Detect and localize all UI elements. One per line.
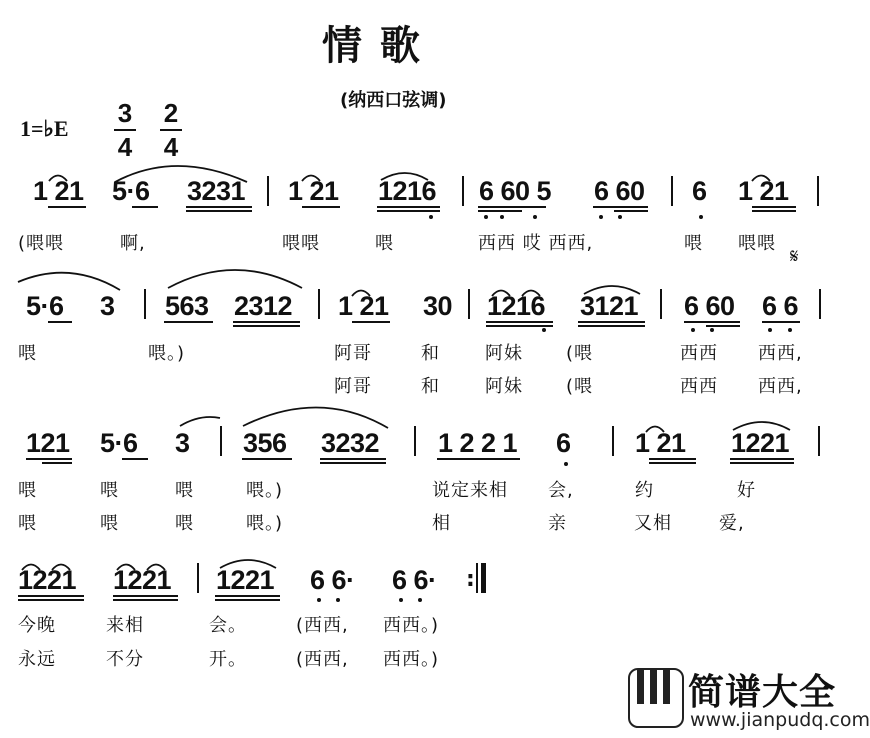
note-group: 1 21	[635, 428, 686, 458]
lyric: 西西	[680, 343, 718, 364]
note-group: 1221	[113, 565, 172, 595]
repeat-dots: :	[466, 567, 475, 592]
note-group: 1 2 2 1	[438, 428, 518, 458]
lyric: 亲	[548, 513, 567, 534]
note-group: 6 60	[684, 291, 735, 321]
lyric: 爱,	[719, 513, 745, 534]
note-group: 356	[243, 428, 287, 458]
lyric: 会,	[548, 480, 574, 501]
lyric: 西西。)	[383, 615, 440, 636]
lyric: 开。	[209, 649, 247, 670]
note-group: 5·6	[112, 176, 150, 206]
lyric: 喂	[375, 233, 394, 254]
slur	[168, 270, 302, 288]
low-octave-dot	[699, 215, 703, 219]
lyric: 又相	[634, 513, 672, 534]
note-group: 6	[556, 428, 571, 458]
watermark-url: www.jianpudq.com	[690, 709, 870, 731]
lyric: 西西,	[758, 343, 803, 364]
note-group: 121	[26, 428, 70, 458]
meter-1-top: 3	[117, 98, 133, 128]
lyric: 喂	[18, 480, 37, 501]
note-group: 1216	[378, 176, 437, 206]
lyric: 不分	[106, 649, 144, 670]
lyric: (西西,	[296, 615, 349, 636]
low-octave-dot	[618, 215, 622, 219]
lyric: 西西。)	[383, 649, 440, 670]
slur	[147, 565, 165, 571]
note-group: 3121	[580, 291, 639, 321]
low-octave-dot	[399, 598, 403, 602]
lyric: 来相	[106, 615, 144, 636]
low-octave-dot	[710, 328, 714, 332]
slur	[492, 291, 510, 297]
lyric: 说定来相	[432, 480, 508, 501]
lyric: 喂。)	[246, 513, 284, 534]
slur	[18, 273, 120, 290]
watermark-brand: 简谱大全	[688, 672, 837, 713]
note-group: 2312	[234, 291, 293, 321]
note-group: 6 60 5	[479, 176, 552, 206]
note-group: 1 21	[738, 176, 789, 206]
lyric: 阿妹	[485, 343, 523, 364]
note-group: 1221	[216, 565, 275, 595]
low-octave-dot	[336, 598, 340, 602]
low-octave-dot	[429, 215, 433, 219]
note-group: 3	[100, 291, 115, 321]
note-group: 6 6	[762, 291, 799, 321]
note-group: 1216	[487, 291, 546, 321]
note-group: 3232	[321, 428, 380, 458]
slur	[733, 422, 790, 430]
slur	[381, 173, 428, 180]
lyric: 喂	[18, 343, 37, 364]
note-group: 3	[175, 428, 190, 458]
meter-2-bottom: 4	[163, 132, 179, 162]
lyric: 喂。)	[246, 480, 284, 501]
slur	[302, 176, 320, 182]
lyric: (西西,	[296, 649, 349, 670]
note-group: 5·6	[100, 428, 138, 458]
lyric: 阿哥	[334, 343, 372, 364]
note-group: 1 21	[33, 176, 84, 206]
lyric: 喂	[100, 513, 119, 534]
lyric: 啊,	[120, 233, 146, 254]
meter-1-bottom: 4	[117, 132, 133, 162]
lyric: 会。	[209, 615, 247, 636]
lyric: 今晚	[18, 615, 56, 636]
lyric: 约	[635, 480, 654, 501]
low-octave-dot	[533, 215, 537, 219]
lyric: 喂喂	[738, 233, 776, 254]
low-octave-dot	[768, 328, 772, 332]
low-octave-dot	[317, 598, 321, 602]
slur	[584, 286, 640, 294]
slur	[243, 407, 388, 428]
low-octave-dot	[500, 215, 504, 219]
note-group: 563	[165, 291, 209, 321]
slur	[752, 176, 770, 182]
slur	[117, 565, 135, 571]
lyric: 喂	[18, 513, 37, 534]
low-octave-dot	[418, 598, 422, 602]
lyric: 和	[421, 376, 440, 397]
note-group: 1221	[731, 428, 790, 458]
slur	[522, 291, 540, 297]
meter-2-top: 2	[163, 98, 179, 128]
note-group: 1221	[18, 565, 77, 595]
lyric: 永远	[18, 649, 56, 670]
low-octave-dot	[484, 215, 488, 219]
lyric: 西西 哎 西西,	[478, 233, 594, 254]
lyric: 喂	[684, 233, 703, 254]
slur	[646, 427, 664, 433]
page-title: 情 歌	[322, 23, 422, 69]
note-group: 1 21	[288, 176, 339, 206]
low-octave-dot	[691, 328, 695, 332]
key-signature: 1=♭E	[20, 116, 69, 141]
slur	[52, 565, 70, 571]
low-octave-dot	[599, 215, 603, 219]
note-group: 3231	[187, 176, 246, 206]
lyric: (喂	[566, 376, 594, 397]
piano-icon	[628, 668, 684, 728]
lyric: 喂。)	[148, 343, 186, 364]
low-octave-dot	[788, 328, 792, 332]
slur	[22, 565, 40, 571]
note-group: 1 21	[338, 291, 389, 321]
note-group: 30	[423, 291, 453, 321]
slur	[220, 560, 276, 568]
slur	[115, 166, 247, 182]
lyric: (喂喂	[18, 233, 65, 254]
lyric: 和	[421, 343, 440, 364]
slur	[49, 176, 67, 182]
note-group: 6 6·	[392, 565, 437, 595]
lyric: 相	[432, 513, 451, 534]
lyric: 阿哥	[334, 376, 372, 397]
slur	[180, 417, 220, 426]
slur	[352, 291, 370, 297]
lyric: 喂	[175, 480, 194, 501]
lyric: 西西,	[758, 376, 803, 397]
lyric: 西西	[680, 376, 718, 397]
note-group: 6 6·	[310, 565, 355, 595]
lyric: (喂	[566, 343, 594, 364]
lyric: 喂喂	[282, 233, 320, 254]
lyric: 喂	[100, 480, 119, 501]
segno-sign: 𝄋	[790, 244, 799, 268]
lyric: 好	[737, 480, 756, 501]
lyric: 喂	[175, 513, 194, 534]
note-group: 6	[692, 176, 707, 206]
subtitle: (纳西口弦调)	[340, 90, 447, 111]
watermark-logo	[628, 666, 870, 734]
low-octave-dot	[542, 328, 546, 332]
lyric: 阿妹	[485, 376, 523, 397]
note-group: 5·6	[26, 291, 64, 321]
low-octave-dot	[564, 462, 568, 466]
note-group: 6 60	[594, 176, 645, 206]
